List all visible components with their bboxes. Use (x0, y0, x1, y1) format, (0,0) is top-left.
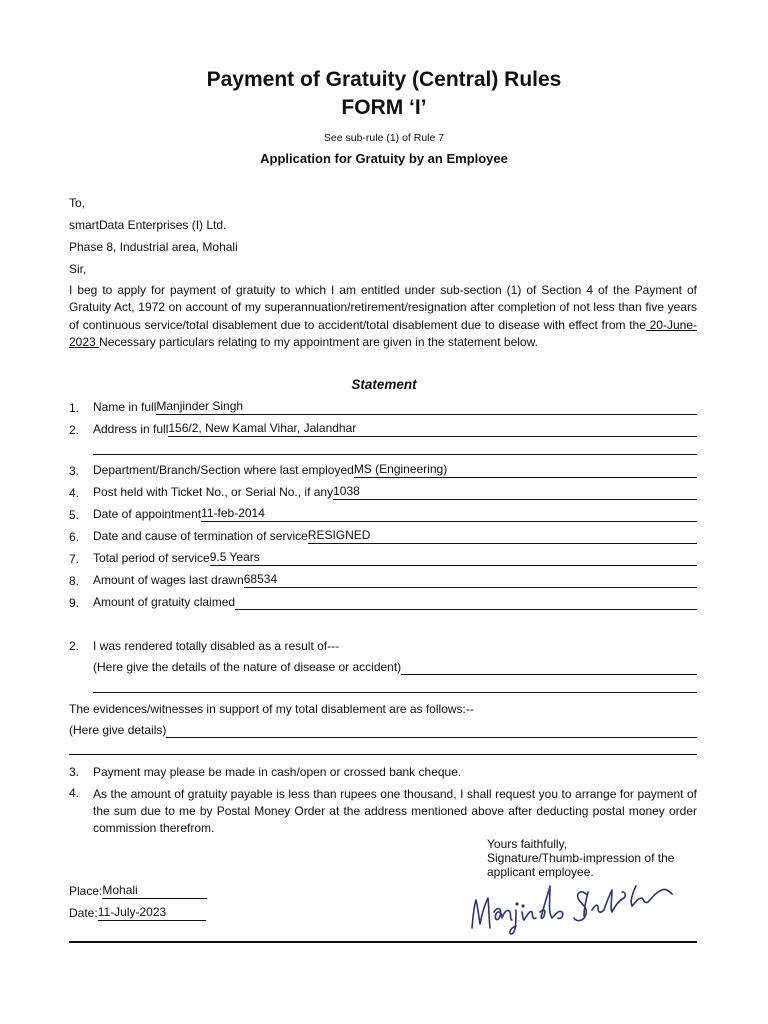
disability-details-row (93, 660, 697, 675)
item-number: 2. (69, 423, 80, 437)
appointment-date-field[interactable] (201, 507, 697, 522)
field-value: RESIGNED (307, 529, 371, 542)
service-period-field[interactable] (210, 551, 697, 566)
field-label: Date and cause of termination of service (93, 529, 308, 543)
intro-text: I beg to apply for payment of gratuity to which I am entitled under sub-section (1) of Section 4 of the Payment of Gratuity Act, 1972 on account of my superannuation/retirement/resignation after completion of not less than five years of continuous service/total disablement due to accident/total disablement due to disease with effect from the (69, 283, 697, 332)
item-number: 5. (69, 508, 80, 522)
statement-row-name (93, 400, 697, 415)
money-order-clause: As the amount of gratuity payable is less than rupees one thousand, I shall request you to arrange for payment of the sum due to me by Postal Money Order at the address mentioned above after deducting postal money order commission therefrom. (93, 787, 697, 835)
evidence-details-row (69, 723, 697, 738)
place-value: Mohali (102, 883, 138, 897)
statement-row-termination (93, 529, 697, 544)
disability-statement: I was rendered totally disabled as a result of--- (93, 639, 340, 653)
intro-text-after: Necessary particulars relating to my appointment are given in the statement below. (99, 334, 538, 349)
wages-field[interactable] (244, 573, 697, 588)
field-label: Total period of service (93, 551, 210, 565)
evidence-details-field[interactable] (166, 723, 697, 738)
place-label: Place: (69, 884, 103, 898)
application-title: Application for Gratuity by an Employee (260, 151, 508, 166)
gratuity-claimed-field[interactable] (235, 595, 697, 610)
item-number: 7. (69, 552, 80, 566)
department-field[interactable] (354, 463, 697, 478)
item-number: 3. (69, 765, 80, 779)
intro-paragraph (69, 282, 697, 351)
field-label: Post held with Ticket No., or Serial No., if any (93, 485, 334, 499)
field-label: Date of appointment (93, 507, 202, 521)
handwritten-signature (466, 868, 688, 938)
item-number: 4. (69, 486, 80, 500)
date-row (69, 906, 206, 921)
salutation: Sir, (69, 262, 87, 276)
statement-row-department (93, 463, 697, 478)
field-value: Manjinder Singh (156, 400, 244, 413)
field-value: 11-feb-2014 (201, 507, 265, 520)
document-title: Payment of Gratuity (Central) Rules (206, 68, 562, 91)
date-label: Date: (69, 906, 98, 920)
field-label: Name in full (93, 400, 157, 414)
field-value: 156/2, New Kamal Vihar, Jalandhar (168, 422, 357, 435)
field-label: Amount of gratuity claimed (93, 595, 236, 609)
field-label: (Here give details) (69, 723, 167, 737)
date-field[interactable] (98, 906, 206, 921)
statement-row-gratuity (93, 595, 697, 610)
item-number: 3. (69, 464, 80, 478)
yours-faithfully: Yours faithfully, (487, 837, 568, 851)
signature-label: Signature/Thumb-impression of the (487, 851, 675, 865)
item-number: 4. (69, 786, 80, 800)
item-number: 6. (69, 530, 80, 544)
field-value: MS (Engineering) (353, 463, 448, 476)
termination-field[interactable] (308, 529, 697, 544)
address-to: To, (69, 196, 86, 210)
form-name: FORM ‘I’ (341, 96, 427, 119)
address-continuation-line[interactable] (93, 453, 697, 455)
evidence-continuation-line[interactable] (69, 753, 697, 755)
statement-row-address (93, 422, 697, 437)
field-value: 1038 (333, 485, 360, 498)
company-location: Phase 8, Industrial area, Mohali (69, 240, 238, 254)
statement-row-appointment (93, 507, 697, 522)
field-label: Department/Branch/Section where last employed (93, 463, 354, 477)
statement-row-service-period (93, 551, 697, 566)
item-number: 1. (69, 401, 80, 415)
statement-row-post (93, 485, 697, 500)
address-field[interactable] (168, 422, 697, 437)
field-label: Amount of wages last drawn (93, 573, 244, 587)
field-label: Address in full (93, 422, 169, 436)
item-number: 8. (69, 574, 80, 588)
bottom-rule (69, 941, 697, 943)
place-row (69, 884, 207, 899)
sub-rule-reference: See sub-rule (1) of Rule 7 (323, 132, 445, 144)
applicant-employee-label: applicant employee. (487, 865, 594, 879)
field-value: 9.5 Years (209, 551, 260, 564)
disability-continuation-line[interactable] (93, 691, 697, 693)
statement-row-wages (93, 573, 697, 588)
post-field[interactable] (333, 485, 697, 500)
place-field[interactable] (102, 884, 207, 899)
evidence-statement: The evidences/witnesses in support of my total disablement are as follows:-- (69, 702, 474, 716)
item-number: 2. (69, 639, 80, 653)
effective-date: 20-June-2023 (69, 317, 697, 349)
statement-heading: Statement (351, 377, 417, 392)
disability-details-field[interactable] (401, 660, 697, 675)
item-number: 9. (69, 596, 80, 610)
date-value: 11-July-2023 (97, 905, 167, 919)
field-label: (Here give the details of the nature of disease or accident) (93, 660, 402, 674)
name-field[interactable] (156, 400, 697, 415)
field-value: 68534 (243, 573, 278, 586)
company-name: smartData Enterprises (I) Ltd. (69, 218, 227, 232)
payment-mode-clause: Payment may please be made in cash/open or crossed bank cheque. (93, 765, 462, 779)
